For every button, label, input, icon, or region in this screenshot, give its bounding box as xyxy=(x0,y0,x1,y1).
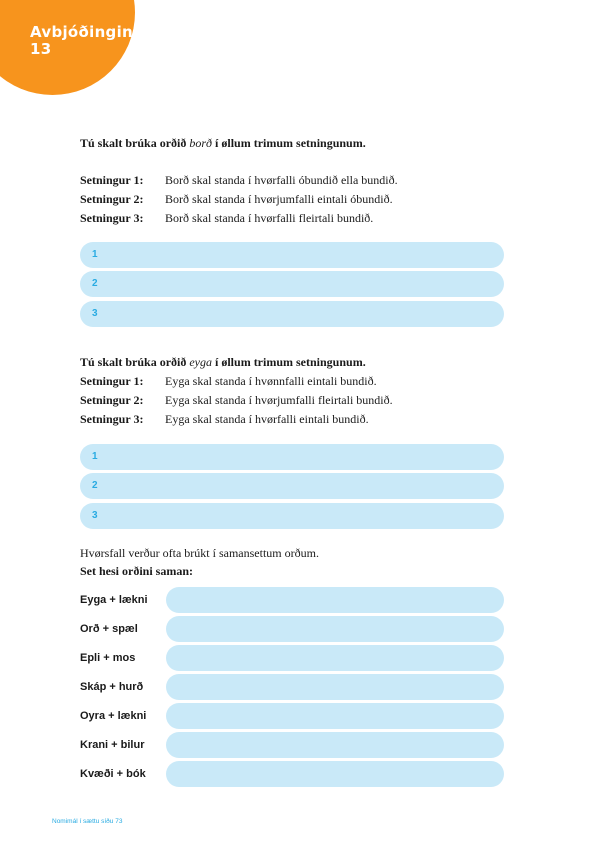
section3-instruction: Set hesi orðini saman: xyxy=(80,564,194,578)
sentence-label: Setningur 2: xyxy=(80,192,144,206)
section1-answer-1[interactable] xyxy=(80,242,504,268)
section2-instruction xyxy=(80,355,366,370)
compound-answer-3[interactable] xyxy=(166,645,504,671)
instruction-word: eyga xyxy=(189,355,213,369)
exercise-title xyxy=(30,24,133,58)
section2-sentence-2 xyxy=(80,393,393,408)
sentence-text: Borð skal standa í hvørfalli fleirtali bundið. xyxy=(165,211,374,225)
section1-sentence-2 xyxy=(80,192,393,207)
compound-answer-2[interactable] xyxy=(166,616,504,642)
compound-label-4: Skáp + hurð xyxy=(80,681,144,693)
compound-label-7: Kvæði + bók xyxy=(80,768,146,780)
section3-intro: Hvørsfall verður ofta brúkt í samansettum orðum. xyxy=(80,546,319,560)
instruction-post: í øllum trimum setningunum. xyxy=(212,355,366,369)
sentence-text: Borð skal standa í hvørfalli óbundið ella bundið. xyxy=(165,173,398,187)
sentence-label: Setningur 1: xyxy=(80,374,144,388)
section1-sentence-1 xyxy=(80,173,398,188)
section1-answer-3[interactable] xyxy=(80,301,504,327)
exercise-title-word: Avbjóðingin xyxy=(30,23,134,41)
compound-label-2: Orð + spæl xyxy=(80,623,138,635)
section1-answer-2[interactable] xyxy=(80,271,504,297)
answer-number: 3 xyxy=(92,510,98,521)
sentence-label: Setningur 2: xyxy=(80,393,144,407)
instruction-pre: Tú skalt brúka orðið xyxy=(80,355,190,369)
answer-number: 2 xyxy=(92,480,98,491)
compound-label-3: Epli + mos xyxy=(80,652,136,664)
sentence-label: Setningur 1: xyxy=(80,173,144,187)
sentence-label: Setningur 3: xyxy=(80,412,144,426)
section2-answer-1[interactable] xyxy=(80,444,504,470)
compound-answer-1[interactable] xyxy=(166,587,504,613)
compound-label-5: Oyra + lækni xyxy=(80,710,147,722)
section2-sentence-3 xyxy=(80,412,369,427)
answer-number: 3 xyxy=(92,308,98,319)
footer-note: Nomimál í sættu síðu 73 xyxy=(52,818,123,825)
compound-answer-6[interactable] xyxy=(166,732,504,758)
compound-label-6: Krani + bilur xyxy=(80,739,145,751)
compound-label-1: Eyga + lækni xyxy=(80,594,148,606)
sentence-text: Eyga skal standa í hvørfalli eintali bundið. xyxy=(165,412,369,426)
instruction-post: í øllum trimum setningunum. xyxy=(212,136,366,150)
compound-answer-5[interactable] xyxy=(166,703,504,729)
instruction-pre: Tú skalt brúka orðið xyxy=(80,136,190,150)
answer-number: 1 xyxy=(92,249,98,260)
compound-answer-7[interactable] xyxy=(166,761,504,787)
section1-sentence-3 xyxy=(80,211,373,226)
section2-answer-2[interactable] xyxy=(80,473,504,499)
answer-number: 1 xyxy=(92,451,98,462)
sentence-text: Eyga skal standa í hvørjumfalli fleirtali bundið. xyxy=(165,393,393,407)
compound-answer-4[interactable] xyxy=(166,674,504,700)
sentence-text: Borð skal standa í hvørjumfalli eintali óbundið. xyxy=(165,192,393,206)
answer-number: 2 xyxy=(92,278,98,289)
section1-instruction xyxy=(80,136,366,151)
sentence-label: Setningur 3: xyxy=(80,211,144,225)
section2-answer-3[interactable] xyxy=(80,503,504,529)
sentence-text: Eyga skal standa í hvønnfalli eintali bundið. xyxy=(165,374,377,388)
exercise-number: 13 xyxy=(30,40,52,58)
section2-sentence-1 xyxy=(80,374,377,389)
instruction-word: borð xyxy=(189,136,213,150)
